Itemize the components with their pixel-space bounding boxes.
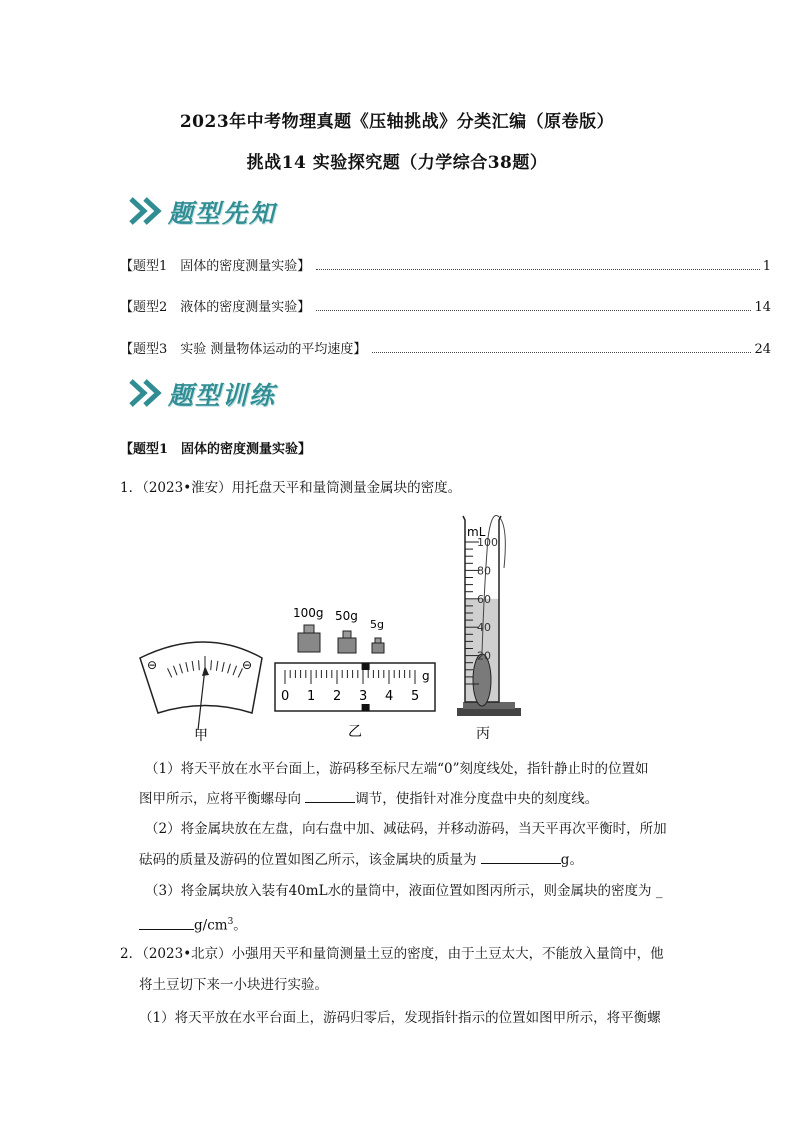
q2-line3: （1）将天平放在水平台面上，游码归零后，发现指针指示的位置如图甲所示，将平衡螺 (139, 1010, 661, 1026)
q1-part3-sup: 3 (227, 917, 234, 927)
q2-line1: 2．（2023•北京）小强用天平和量筒测量土豆的密度，由于土豆太大，不能放入量筒中，他 (120, 946, 664, 962)
q1-part1-line2 (139, 789, 598, 809)
q1-figure (130, 508, 530, 748)
toc-page: 14 (754, 300, 771, 315)
weight-5g (370, 618, 384, 653)
toc-label: 【题型1 固体的密度测量实验】 (120, 259, 311, 274)
svg-text:⊖: ⊖ (147, 658, 158, 672)
cylinder-mark-label: 40 (477, 621, 491, 635)
graduated-cylinder (457, 516, 521, 717)
scale-tick-label: 3 (359, 689, 368, 704)
toc-page: 1 (762, 259, 771, 274)
weight-50g (335, 609, 358, 653)
banner-training (128, 374, 308, 414)
scale-tick-label: 2 (333, 689, 342, 704)
toc-label: 【题型2 液体的密度测量实验】 (120, 300, 311, 315)
dial-gauge (140, 642, 262, 730)
q1-part1-line1: （1）将天平放在水平台面上，游码移至标尺左端“0”刻度线处，指针静止时的位置如 (145, 761, 649, 777)
weight-label: 50g (335, 609, 358, 623)
scale-tick-label: 4 (385, 689, 394, 704)
toc-item-3[interactable] (120, 337, 771, 357)
page-subtitle: 挑战14 实验探究题（力学综合38题） (246, 153, 548, 173)
figure-label-yi: 乙 (348, 724, 362, 740)
double-chevron-icon (128, 378, 166, 408)
q1-part2-line1: （2）将金属块放在左盘，向右盘中加、减砝码，并移动游码，当天平再次平衡时，所加 (145, 821, 667, 837)
rider-marker (362, 663, 370, 670)
q1-part3-unit: g/cm (194, 917, 228, 934)
q1-answer-blank-1[interactable] (305, 789, 355, 803)
svg-text:⊖: ⊖ (242, 658, 253, 672)
rider-scale (275, 663, 435, 711)
toc-leader (372, 351, 751, 353)
figure-label-bing: 丙 (476, 726, 490, 742)
q1-answer-blank-3[interactable] (139, 916, 194, 930)
scale-tick-label: 0 (281, 689, 290, 704)
q1-part3-line2 (139, 912, 247, 936)
cylinder-mark-label: 100 (477, 536, 498, 549)
page-title: 2023年中考物理真题《压轴挑战》分类汇编（原卷版） (179, 112, 615, 132)
cylinder-mark-label: 80 (477, 564, 491, 578)
q1-part2-text: 砝码的质量及游码的位置如图乙所示，该金属块的质量为 (139, 852, 481, 868)
toc-leader (316, 268, 759, 270)
toc-item-2[interactable] (120, 295, 771, 315)
rider-marker (362, 704, 370, 711)
q1-stem: 1．（2023•淮安）用托盘天平和量筒测量金属块的密度。 (120, 480, 462, 496)
double-chevron-icon (128, 196, 166, 226)
q1-part3-end: 。 (233, 917, 247, 934)
banner-overview (128, 192, 308, 232)
weight-100g (293, 606, 324, 652)
cylinder-mark-label: 20 (477, 649, 491, 663)
q2-line2: 将土豆切下来一小块进行实验。 (139, 977, 328, 993)
scale-tick-label: 5 (411, 689, 420, 704)
q1-answer-blank-2[interactable] (481, 850, 561, 864)
q1-part1-text-end: 调节，使指针对准分度盘中央的刻度线。 (355, 791, 599, 807)
weight-label: 100g (293, 606, 324, 620)
toc-page: 24 (754, 342, 771, 357)
section-heading: 【题型1 固体的密度测量实验】 (120, 442, 312, 457)
weight-label: 5g (370, 618, 384, 631)
q1-part3-line1: （3）将金属块放入装有40mL水的量筒中，液面位置如图丙所示，则金属块的密度为 _ (145, 883, 663, 899)
scale-tick-label: 1 (307, 689, 316, 704)
q1-part1-text: 图甲所示，应将平衡螺母向 (139, 791, 306, 807)
banner-training-text: 题型训练 (168, 381, 277, 410)
toc-label: 【题型3 实验 测量物体运动的平均速度】 (120, 342, 367, 357)
cylinder-unit: mL (467, 525, 486, 539)
scale-unit: g (422, 669, 430, 683)
cylinder-mark-label: 60 (477, 592, 491, 606)
toc-leader (316, 309, 751, 311)
toc-item-1[interactable] (120, 254, 771, 274)
q1-part2-line2 (139, 850, 583, 870)
figure-label-jia: 甲 (194, 728, 208, 744)
banner-overview-text: 题型先知 (168, 199, 277, 228)
q1-part2-unit: g。 (560, 852, 583, 868)
